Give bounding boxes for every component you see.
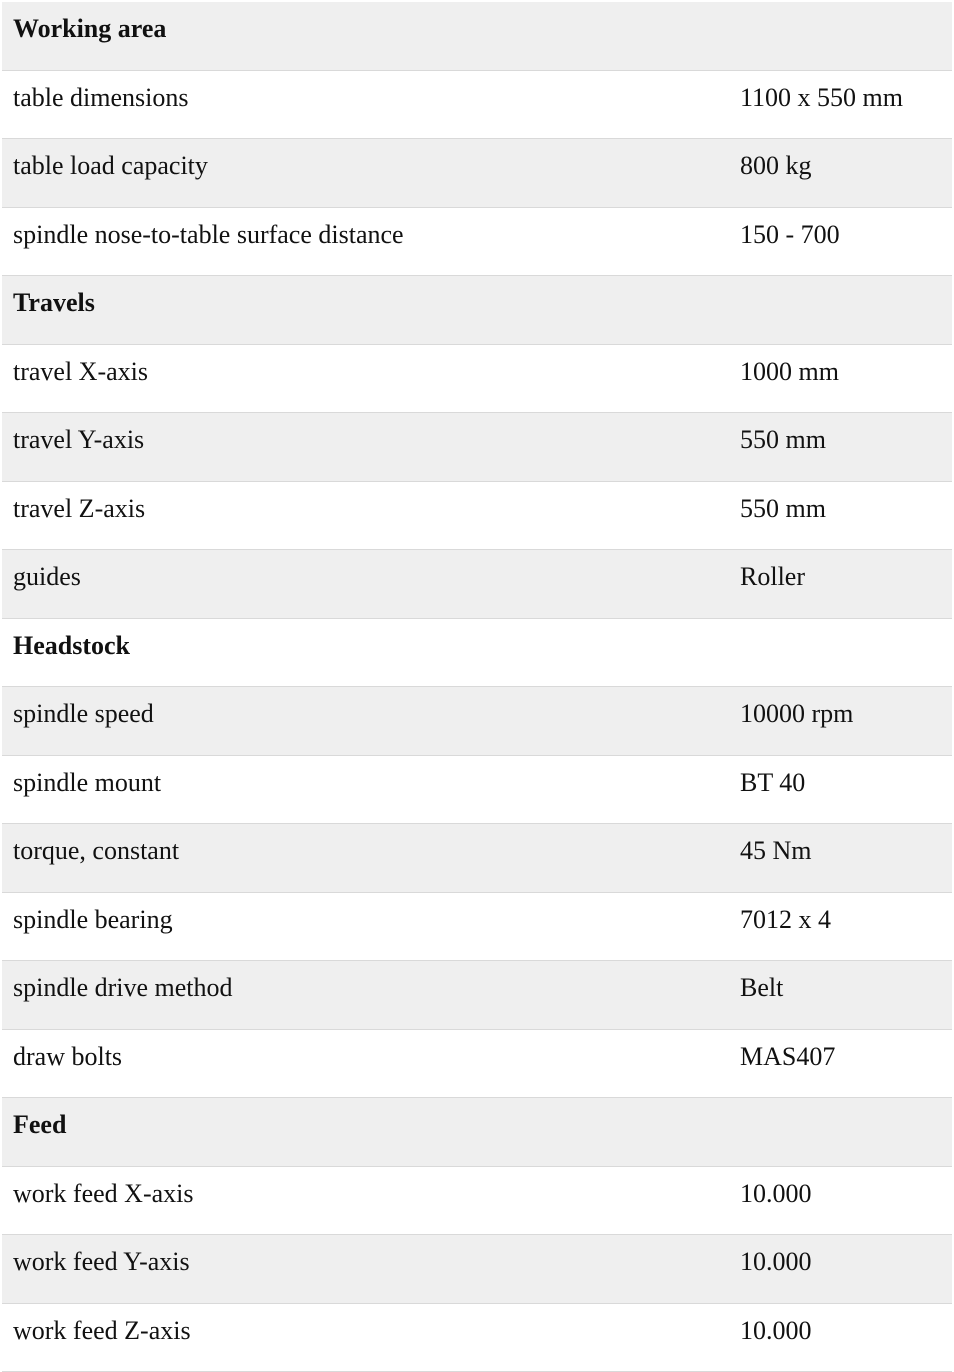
specification-table xyxy=(2,2,952,1372)
spec-label: travel Z-axis xyxy=(13,493,146,523)
table-row xyxy=(2,687,952,756)
spec-label: spindle mount xyxy=(13,767,162,797)
spec-label: draw bolts xyxy=(13,1041,123,1071)
spec-value: 1100 x 550 mm xyxy=(740,82,903,112)
table-row xyxy=(2,139,952,208)
section-row-headstock xyxy=(2,619,952,688)
spec-value: 1000 mm xyxy=(740,356,839,386)
spec-label: travel Y-axis xyxy=(13,425,145,454)
table-row xyxy=(2,1235,952,1304)
spec-label: work feed Z-axis xyxy=(13,1315,191,1345)
section-row-feed xyxy=(2,1098,952,1167)
spec-value: 10.000 xyxy=(740,1247,812,1276)
table-row xyxy=(2,482,952,551)
table-row xyxy=(2,1030,952,1099)
spec-value: 10.000 xyxy=(740,1315,812,1345)
section-heading: Travels xyxy=(13,288,95,317)
table-row xyxy=(2,71,952,140)
spec-value: 45 Nm xyxy=(740,836,812,865)
spec-value: 150 - 700 xyxy=(740,219,840,249)
table-row xyxy=(2,1167,952,1236)
spec-value: 10.000 xyxy=(740,1178,812,1208)
spec-value: BT 40 xyxy=(740,767,806,797)
table-row xyxy=(2,345,952,414)
spec-label: work feed X-axis xyxy=(13,1178,194,1208)
spec-label: torque, constant xyxy=(13,836,180,865)
spec-label: spindle bearing xyxy=(13,904,173,934)
spec-label: spindle speed xyxy=(13,699,154,728)
spec-value: MAS407 xyxy=(740,1041,836,1071)
section-row-working-area xyxy=(2,2,952,71)
section-heading: Working area xyxy=(13,14,167,43)
spec-label: guides xyxy=(13,562,81,591)
section-row-travels xyxy=(2,276,952,345)
spec-value: 550 mm xyxy=(740,493,826,523)
table-row xyxy=(2,961,952,1030)
table-row xyxy=(2,824,952,893)
spec-label: travel X-axis xyxy=(13,356,149,386)
table-row xyxy=(2,1304,952,1372)
spec-label: spindle nose-to-table surface distance xyxy=(13,219,404,249)
spec-label: work feed Y-axis xyxy=(13,1247,190,1276)
table-row xyxy=(2,756,952,825)
spec-label: table load capacity xyxy=(13,151,208,180)
spec-value: Roller xyxy=(740,562,805,591)
table-row xyxy=(2,413,952,482)
section-heading: Headstock xyxy=(13,630,130,660)
spec-value: 7012 x 4 xyxy=(740,904,831,934)
spec-value: 550 mm xyxy=(740,425,826,454)
table-row xyxy=(2,208,952,277)
table-row xyxy=(2,893,952,962)
spec-value: Belt xyxy=(740,973,784,1002)
spec-value: 800 kg xyxy=(740,151,812,180)
spec-value: 10000 rpm xyxy=(740,699,854,728)
table-row xyxy=(2,550,952,619)
spec-label: table dimensions xyxy=(13,82,189,112)
spec-label: spindle drive method xyxy=(13,973,233,1002)
section-heading: Feed xyxy=(13,1110,67,1139)
